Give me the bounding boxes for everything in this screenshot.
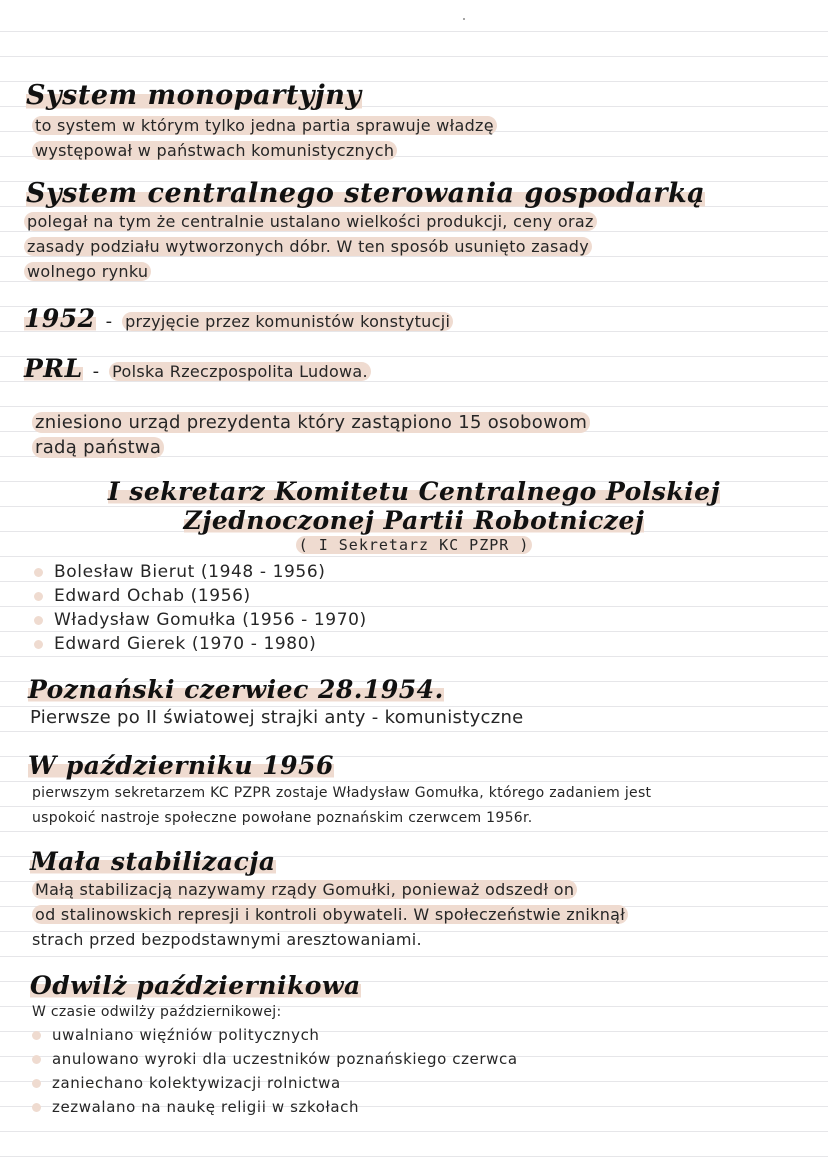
list-item: uwalniano więźniów politycznych [32, 1023, 828, 1047]
bullet-icon [34, 616, 43, 625]
heading-central: System centralnego sterowania gospodarką [26, 178, 706, 209]
poznan-line-1: Pierwsze po II światowej strajki anty - komunistyczne [30, 706, 524, 728]
section-october [0, 752, 828, 831]
bullet-icon [34, 568, 43, 577]
thaw-intro: W czasie odwilży październikowej: [32, 1003, 282, 1020]
thaw-list [0, 1023, 828, 1119]
list-item: zezwalano na naukę religii w szkołach [32, 1095, 828, 1119]
central-line-2: zasady podziału wytworzonych dóbr. W ten sposób usunięto zasady [0, 234, 828, 259]
monoparty-line-2: występował w państwach komunistycznych [0, 138, 828, 163]
bullet-icon [32, 1079, 41, 1088]
heading-stabilization: Mała stabilizacja [30, 847, 276, 876]
list-item: Edward Ochab (1956) [34, 584, 828, 608]
section-poznan [0, 676, 828, 730]
prl-row [0, 355, 828, 384]
constitution-row [0, 305, 828, 334]
section-monoparty [0, 80, 828, 163]
section-constitution [0, 305, 828, 334]
dash-separator: - [105, 311, 113, 332]
page-mark [463, 18, 465, 20]
bullet-icon [34, 640, 43, 649]
constitution-year: 1952 [24, 304, 96, 333]
bullet-icon [32, 1055, 41, 1064]
section-prl [0, 355, 828, 384]
stabilization-line-1: Małą stabilizacją nazywamy rządy Gomułki, ponieważ odszedł on [0, 877, 828, 902]
heading-monoparty: System monopartyjny [26, 80, 362, 111]
section-stabilization [0, 848, 828, 952]
stabilization-line-2: od stalinowskich represji i kontroli obywateli. W społeczeństwie zniknął [0, 902, 828, 927]
october-line-1: pierwszym sekretarzem KC PZPR zostaje Władysław Gomułka, którego zadaniem jest [32, 784, 652, 801]
section-secretaries [0, 478, 828, 656]
bullet-icon [32, 1103, 41, 1112]
prl-abbr: PRL [24, 354, 83, 383]
heading-thaw: Odwilż październikowa [30, 971, 361, 1000]
october-line-2: uspokoić nastroje społeczne powołane poznańskim czerwcem 1956r. [32, 809, 533, 826]
heading-secretaries-2: Zjednoczonej Partii Robotniczej [183, 505, 645, 535]
list-item: Edward Gierek (1970 - 1980) [34, 632, 828, 656]
dash-separator: - [92, 361, 100, 382]
constitution-text: przyjęcie przez komunistów konstytucji [122, 309, 453, 334]
heading-poznan: Poznański czerwiec 28.1954. [28, 675, 444, 704]
section-thaw [0, 972, 828, 1119]
list-item: anulowano wyroki dla uczestników poznańskiego czerwca [32, 1047, 828, 1071]
bullet-icon [34, 592, 43, 601]
prl-text: Polska Rzeczpospolita Ludowa. [109, 359, 371, 384]
central-line-1: polegał na tym że centralnie ustalano wielkości produkcji, ceny oraz [0, 209, 828, 234]
section-central [0, 178, 828, 284]
president-line-1: zniesiono urząd prezydenta który zastąpiono 15 osobowom [0, 410, 828, 435]
list-item: Bolesław Bierut (1948 - 1956) [34, 560, 828, 584]
secretaries-list [0, 560, 828, 656]
section-president [0, 410, 828, 460]
list-item: zaniechano kolektywizacji rolnictwa [32, 1071, 828, 1095]
monoparty-line-1: to system w którym tylko jedna partia sprawuje władzę [0, 113, 828, 138]
list-item: Władysław Gomułka (1956 - 1970) [34, 608, 828, 632]
heading-secretaries-1: I sekretarz Komitetu Centralnego Polskiej [107, 477, 721, 506]
heading-october: W październiku 1956 [28, 751, 334, 780]
stabilization-line-3: strach przed bezpodstawnymi aresztowaniami. [32, 929, 422, 949]
central-line-3: wolnego rynku [0, 259, 828, 284]
bullet-icon [32, 1031, 41, 1040]
president-line-2: radą państwa [0, 435, 828, 460]
secretaries-subtitle: ( I Sekretarz KC PZPR ) [0, 536, 828, 554]
